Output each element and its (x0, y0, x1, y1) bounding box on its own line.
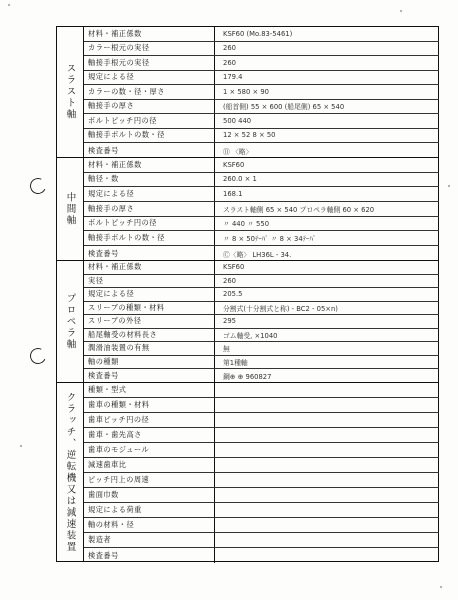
row-label: 軸接手ボルトの数・径 (84, 129, 215, 143)
row-label: 規定による径 (84, 187, 215, 201)
row-value: 260 (223, 44, 236, 53)
form-row (84, 85, 439, 100)
form-row (84, 202, 439, 217)
scan-speck (448, 185, 450, 187)
row-label: 軸接手の厚さ (84, 100, 215, 114)
row-value: 260 (223, 276, 236, 285)
row-value: 179.4 (223, 73, 243, 82)
row-value: 260 (223, 58, 236, 67)
form-row (84, 383, 439, 398)
section-label-cell (56, 383, 84, 562)
form-row (84, 173, 439, 188)
row-label: カラー根元の実径 (84, 42, 215, 56)
row-label: 軸接手ボルトの数・径 (84, 231, 215, 245)
form-row (84, 187, 439, 202)
binder-hole-bottom (28, 346, 49, 367)
form-row (84, 503, 439, 518)
row-value: 205.5 (223, 290, 243, 299)
section-label-cell (56, 158, 84, 260)
form-row (84, 533, 439, 548)
form-row (84, 398, 439, 413)
scan-speck (20, 445, 22, 447)
form-row (84, 342, 439, 356)
row-value: 〃 8 × 50ﾃｰﾊﾟ 〃 8 × 34ﾃｰﾊﾟ (223, 235, 317, 243)
row-label: ボルトピッチ円の径 (84, 114, 215, 128)
section-clutch-reduction (56, 382, 439, 562)
form-row (84, 217, 439, 232)
row-label: ボルトピッチ円の径 (84, 217, 215, 231)
section-label-cell (56, 27, 84, 157)
row-value: 第1種軸 (223, 358, 248, 367)
row-label: 検査番号 (84, 246, 215, 261)
row-label: 規定による径 (84, 288, 215, 301)
form-row (84, 129, 439, 144)
row-label: 規定による径 (84, 71, 215, 85)
scan-speck (400, 10, 402, 12)
section-propeller-shaft (56, 260, 439, 382)
section-label: 中間軸 (64, 191, 76, 227)
row-value: 260.0 × 1 (223, 175, 257, 184)
form-row (84, 231, 439, 246)
row-label: 検査番号 (84, 143, 215, 158)
row-label: 材料・補正係数 (84, 158, 215, 172)
section-label-cell (56, 261, 84, 382)
row-label: 減速歯車比 (84, 458, 215, 472)
section-label: スラスト軸 (64, 63, 76, 121)
row-value: 〃 440 〃 550 (223, 220, 270, 229)
form-row (84, 114, 439, 129)
form-row (84, 27, 439, 42)
section-label: プロペラ軸 (64, 292, 76, 351)
row-label: 歯車ピッチ円の径 (84, 413, 215, 427)
row-label: 歯車・歯先高さ (84, 428, 215, 442)
section-label: クラッチ、逆転機又は減速装置 (64, 392, 76, 553)
section-intermediate-shaft (56, 157, 439, 260)
scan-speck (8, 4, 10, 6)
row-label: 歯面巾数 (84, 488, 215, 502)
form-row (84, 443, 439, 458)
form-row (84, 302, 439, 316)
row-label: 規定による荷重 (84, 503, 215, 517)
form-row (84, 158, 439, 173)
row-value: ⑪ 〈略〉 (223, 147, 253, 156)
form-row (84, 71, 439, 86)
row-value: 無 (223, 345, 230, 354)
form-row (84, 315, 439, 329)
row-label: 軸の種類 (84, 356, 215, 369)
row-label: 材料・補正係数 (84, 27, 215, 41)
row-label: 船尾軸受の材料長さ (84, 329, 215, 342)
form-row (84, 288, 439, 302)
row-value: KSF60 (223, 160, 245, 169)
row-value: 鋼⊕ ⊕ 960827 (223, 373, 272, 381)
row-label: 軸の材料・径 (84, 518, 215, 532)
form-row (84, 369, 439, 383)
row-value: 295 (223, 317, 236, 326)
form-row (84, 261, 439, 275)
form-row (84, 56, 439, 71)
row-label: 歯車のモジュール (84, 443, 215, 457)
binder-hole-top (28, 176, 49, 197)
form-row (84, 413, 439, 428)
form-row (84, 458, 439, 473)
row-label: 軸接手の厚さ (84, 202, 215, 216)
row-label: ピッチ円上の周速 (84, 473, 215, 487)
row-label: 種類・型式 (84, 383, 215, 397)
form-row (84, 356, 439, 370)
row-label: 材料・補正係数 (84, 261, 215, 274)
row-label: スリーブの外径 (84, 315, 215, 328)
form-row (84, 518, 439, 533)
row-label: 製造者 (84, 533, 215, 547)
form-row (84, 488, 439, 503)
scan-speck (440, 586, 442, 588)
form-row (84, 548, 439, 563)
form-row (84, 473, 439, 488)
row-value: Ⓒ〈略〉 LH36L - 34. (223, 250, 292, 259)
form-row (84, 275, 439, 289)
row-value: (船首側) 55 × 600 (船尾側) 65 × 540 (223, 103, 345, 112)
row-label: 軸接手根元の実径 (84, 56, 215, 70)
row-value: 分割式(十分割式と称) - BC2 - 05×n) (223, 304, 338, 313)
form-row (84, 428, 439, 443)
form-row (84, 329, 439, 343)
row-label: スリーブの種類・材料 (84, 302, 215, 315)
row-label: 検査番号 (84, 548, 215, 563)
section-thrust-shaft (56, 26, 439, 157)
row-label: カラーの数・径・厚さ (84, 85, 215, 99)
row-value: KSF60 (223, 263, 245, 272)
row-label: 検査番号 (84, 369, 215, 383)
row-value: 12 × 52 8 × 50 (223, 131, 276, 140)
row-value: 1 × 580 × 90 (223, 87, 269, 96)
row-label: 軸径・数 (84, 173, 215, 187)
form-row (84, 143, 439, 158)
form-row (84, 246, 439, 261)
row-label: 実径 (84, 275, 215, 288)
row-value: スラスト軸側 65 × 540 プロペラ軸側 60 × 620 (223, 205, 375, 214)
row-label: 歯車の種類・材料 (84, 398, 215, 412)
row-label: 潤滑油装置の有無 (84, 342, 215, 355)
row-value: ゴム軸受, ×1040 (223, 331, 278, 340)
form-row (84, 42, 439, 57)
form-row (84, 100, 439, 115)
row-value: KSF60 (Mo.83-5461) (223, 29, 293, 38)
row-value: 168.1 (223, 189, 243, 198)
row-value: 500 440 (223, 116, 252, 125)
